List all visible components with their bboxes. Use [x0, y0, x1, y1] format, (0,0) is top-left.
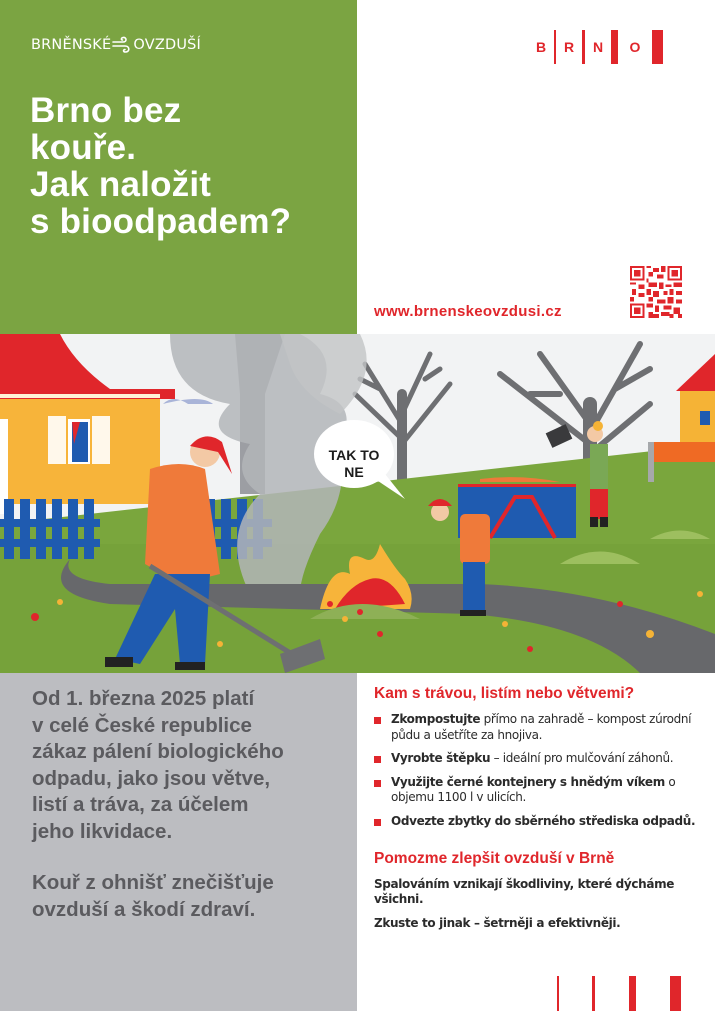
- bullet-square-icon: [374, 717, 381, 724]
- headline-line: Jak naložit: [30, 165, 212, 204]
- help-title: Pomozme zlepšit ovzduší v Brně: [374, 850, 615, 867]
- smoke-warning-line: ovzduší a škodí zdraví.: [32, 897, 256, 921]
- brnenske-ovzdusi-logo: [31, 36, 201, 54]
- tips-section: [374, 685, 704, 838]
- tip-bold: Využijte černé kontejnery s hnědým víkem: [391, 774, 665, 789]
- bullet-square-icon: [374, 756, 381, 763]
- tip-bold: Zkompostujte: [391, 712, 481, 726]
- wind-swirl-icon: [112, 36, 132, 54]
- speech-bubble: [318, 447, 390, 481]
- tip-item: [374, 751, 704, 767]
- illustration-burning-leaves: [0, 334, 715, 673]
- brno-city-logo: [528, 30, 663, 64]
- tips-list: [374, 712, 704, 830]
- help-text: Spalováním vznikají škodliviny, které dýcháme všichni.: [374, 877, 675, 906]
- ban-notice-line: jeho likvidace.: [32, 819, 173, 843]
- qr-code-icon[interactable]: [630, 266, 682, 318]
- decor-bar: [557, 976, 559, 1011]
- decor-bar: [670, 976, 681, 1011]
- ban-notice-line: listí a tráva, za účelem: [32, 793, 249, 817]
- tip-item: [374, 775, 704, 806]
- decor-bar: [629, 976, 636, 1011]
- speech-bubble-line: NE: [344, 464, 364, 480]
- headline-line: s bioodpadem?: [30, 202, 292, 241]
- smoke-warning-line: Kouř z ohnišť znečišťuje: [32, 871, 274, 894]
- scene-illustration: [0, 334, 715, 673]
- website-link[interactable]: www.brnenskeovzdusi.cz: [374, 303, 562, 320]
- tip-text: – ideální pro mulčování záhonů.: [490, 751, 674, 766]
- tip-bold: Vyrobte štěpku: [391, 751, 491, 766]
- help-text: Zkuste to jinak – šetrněji a efektivněji.: [374, 916, 621, 930]
- brno-letter: B: [535, 39, 547, 55]
- brno-letter: O: [629, 39, 641, 55]
- tips-title: Kam s trávou, listím nebo větvemi?: [374, 685, 635, 702]
- smoke-warning: [32, 870, 274, 923]
- ban-notice-line: v celé České republice: [32, 713, 252, 737]
- brno-letter: R: [563, 39, 575, 55]
- tip-text: přímo na zahradě – kompost zúrodní půdu a ušetříte za hnojiva.: [391, 712, 692, 742]
- decor-bar: [592, 976, 595, 1011]
- tip-bold: Odvezte zbytky do sběrného střediska odpadů.: [391, 813, 696, 828]
- brno-bar: [652, 30, 663, 64]
- brno-bar: [611, 30, 618, 64]
- logo-text-part1: BRNĚNSKÉ: [31, 37, 112, 53]
- bullet-square-icon: [374, 819, 381, 826]
- headline-line: kouře.: [30, 128, 137, 167]
- ban-notice-line: odpadu, jako jsou větve,: [32, 766, 271, 790]
- page-title: [30, 92, 291, 240]
- logo-text-part2: OVZDUŠÍ: [133, 37, 202, 53]
- tip-item: [374, 814, 704, 830]
- tip-item: [374, 712, 704, 743]
- speech-bubble-line: TAK TO: [328, 447, 380, 463]
- bullet-square-icon: [374, 780, 381, 787]
- ban-notice-line: Od 1. března 2025 platí: [32, 687, 255, 710]
- ban-notice: [32, 686, 284, 846]
- ban-notice-line: zákaz pálení biologického: [32, 740, 284, 764]
- tip-text: o objemu 1100 l v ulicích.: [391, 774, 676, 805]
- brno-letter: N: [592, 39, 604, 55]
- headline-line: Brno bez: [30, 91, 182, 130]
- help-section: [374, 850, 704, 931]
